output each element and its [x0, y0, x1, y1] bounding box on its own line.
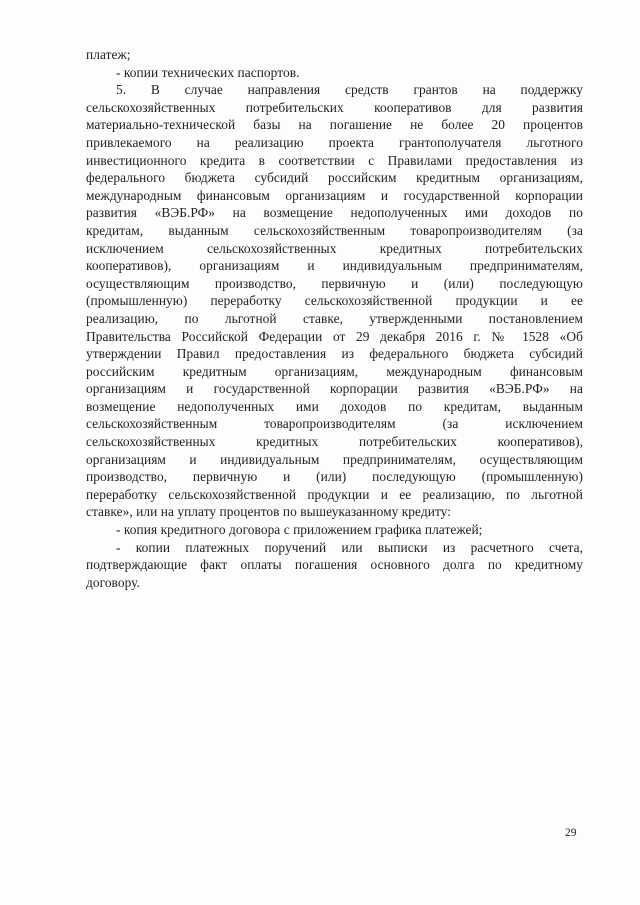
text-line: платеж;: [86, 47, 131, 62]
text-line: развития «ВЭБ.РФ» на возмещение недополученных ими доходов по: [86, 205, 583, 221]
text-line: утверждении Правил предоставления из федерального бюджета субсидий: [86, 346, 583, 362]
text-line: переработку сельскохозяйственной продукции и ее реализацию, по льготной: [86, 486, 583, 502]
text-line: инвестиционного кредита в соответствии с Правилами предоставления из: [86, 152, 583, 168]
text-line: исключением сельскохозяйственных кредитных потребительских: [86, 240, 583, 256]
text-line: кредитам, выданным сельскохозяйственным товаропроизводителям (за: [86, 222, 583, 238]
text-line: ставке», или на уплату процентов по вышеуказанному кредиту:: [86, 504, 452, 520]
text-line: реализацию, по льготной ставке, утвержденными постановлением: [86, 310, 583, 326]
text-line: 5. В случае направления средств грантов на поддержку: [116, 82, 583, 98]
body-text: [86, 46, 583, 591]
page-number: 29: [565, 827, 577, 839]
text-line: сельскохозяйственных потребительских кооперативов для развития: [86, 99, 583, 115]
text-line: привлекаемого на реализацию проекта грантополучателя льготного: [86, 134, 583, 150]
text-line: - копии технических паспортов.: [116, 64, 300, 80]
text-line: материально-технической базы на погашение не более 20 процентов: [86, 117, 583, 133]
text-line: Правительства Российской Федерации от 29 декабря 2016 г. № 1528 «Об: [86, 328, 583, 344]
text-line: возмещение недополученных ими доходов по кредитам, выданным: [86, 398, 583, 414]
text-line: - копия кредитного договора с приложением графика платежей;: [116, 522, 483, 538]
text-line: российским кредитным организациям, международным финансовым: [86, 363, 583, 379]
text-line: договору.: [86, 574, 140, 590]
text-line: (промышленную) переработку сельскохозяйственной продукции и ее: [86, 293, 583, 309]
text-line: организациям и индивидуальным предпринимателям, осуществляющим: [86, 451, 583, 467]
text-line: международным финансовым организациям и государственной корпорации: [86, 187, 583, 203]
text-line: кооперативов), организациям и индивидуальным предпринимателям,: [86, 258, 583, 274]
text-line: подтверждающие факт оплаты погашения основного долга по кредитному: [86, 557, 583, 573]
text-line: организациям и государственной корпорации развития «ВЭБ.РФ» на: [86, 381, 583, 397]
text-line: сельскохозяйственным товаропроизводителям (за исключением: [86, 416, 583, 432]
text-line: производство, первичную и (или) последующую (промышленную): [86, 469, 583, 485]
text-line: сельскохозяйственных кредитных потребительских кооперативов),: [86, 434, 583, 450]
text-line: федерального бюджета субсидий российским кредитным организациям,: [86, 170, 583, 186]
text-line: осуществляющим производство, первичную и (или) последующую: [86, 275, 583, 291]
text-line: - копии платежных поручений или выписки из расчетного счета,: [116, 539, 583, 555]
